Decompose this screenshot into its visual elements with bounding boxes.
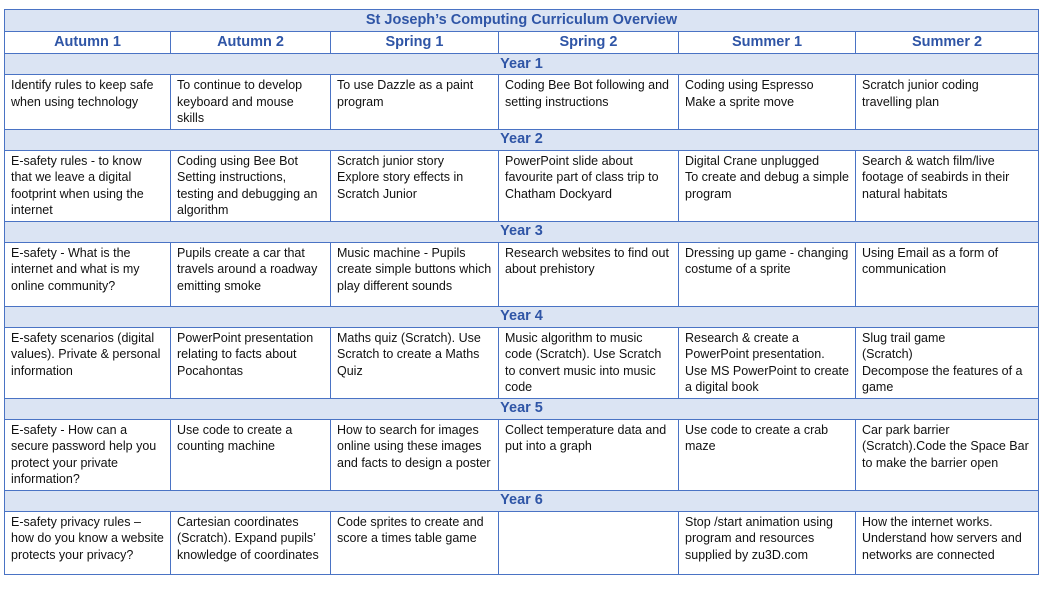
table-cell[interactable]: Music machine - Pupils create simple buttons which play different sounds — [331, 242, 499, 306]
table-cell[interactable]: How the internet works. Understand how servers and networks are connected — [856, 511, 1039, 574]
table-cell[interactable]: Identify rules to keep safe when using technology — [5, 75, 171, 130]
table-cell[interactable]: Slug trail game (Scratch) Decompose the features of a game — [856, 327, 1039, 398]
term-header-summer-2: Summer 2 — [856, 32, 1039, 54]
table-cell[interactable]: E-safety rules - to know that we leave a digital footprint when using the internet — [5, 150, 171, 221]
curriculum-document — [4, 9, 1038, 575]
table-cell[interactable]: Stop /start animation using program and resources supplied by zu3D.com — [679, 511, 856, 574]
table-cell[interactable]: Music algorithm to music code (Scratch). Use Scratch to convert music into music code — [499, 327, 679, 398]
table-cell[interactable]: Scratch junior story Explore story effects in Scratch Junior — [331, 150, 499, 221]
table-cell[interactable]: E-safety privacy rules – how do you know a website protects your privacy? — [5, 511, 171, 574]
table-cell[interactable]: Cartesian coordinates (Scratch). Expand pupils’ knowledge of coordinates — [171, 511, 331, 574]
table-cell[interactable]: E-safety scenarios (digital values). Private & personal information — [5, 327, 171, 398]
table-cell[interactable]: Coding using Espresso Make a sprite move — [679, 75, 856, 130]
table-cell[interactable]: Car park barrier (Scratch).Code the Space Bar to make the barrier open — [856, 419, 1039, 490]
table-cell[interactable]: Maths quiz (Scratch). Use Scratch to create a Maths Quiz — [331, 327, 499, 398]
table-cell[interactable]: Using Email as a form of communication — [856, 242, 1039, 306]
year-2-header: Year 2 — [5, 129, 1039, 150]
term-header-spring-2: Spring 2 — [499, 32, 679, 54]
term-header-autumn-1: Autumn 1 — [5, 32, 171, 54]
table-cell[interactable] — [499, 511, 679, 574]
year-5-header: Year 5 — [5, 398, 1039, 419]
term-header-summer-1: Summer 1 — [679, 32, 856, 54]
table-cell[interactable]: How to search for images online using these images and facts to design a poster — [331, 419, 499, 490]
table-cell[interactable]: Scratch junior coding travelling plan — [856, 75, 1039, 130]
table-cell[interactable]: Collect temperature data and put into a graph — [499, 419, 679, 490]
table-cell[interactable]: To continue to develop keyboard and mouse skills — [171, 75, 331, 130]
table-cell[interactable]: E-safety - What is the internet and what is my online community? — [5, 242, 171, 306]
table-cell[interactable]: Digital Crane unplugged To create and debug a simple program — [679, 150, 856, 221]
table-cell[interactable]: Research & create a PowerPoint presentation. Use MS PowerPoint to create a digital book — [679, 327, 856, 398]
year-6-header: Year 6 — [5, 490, 1039, 511]
year-1-header: Year 1 — [5, 54, 1039, 75]
table-cell[interactable]: PowerPoint slide about favourite part of class trip to Chatham Dockyard — [499, 150, 679, 221]
table-cell[interactable]: Use code to create a crab maze — [679, 419, 856, 490]
table-cell[interactable]: Search & watch film/live footage of seabirds in their natural habitats — [856, 150, 1039, 221]
table-cell[interactable]: E-safety - How can a secure password help you protect your private information? — [5, 419, 171, 490]
table-cell[interactable]: Coding using Bee Bot Setting instructions, testing and debugging an algorithm — [171, 150, 331, 221]
table-cell[interactable]: Coding Bee Bot following and setting instructions — [499, 75, 679, 130]
year-4-header: Year 4 — [5, 306, 1039, 327]
term-header-spring-1: Spring 1 — [331, 32, 499, 54]
table-cell[interactable]: To use Dazzle as a paint program — [331, 75, 499, 130]
curriculum-table — [4, 9, 1039, 575]
table-cell[interactable]: Code sprites to create and score a times table game — [331, 511, 499, 574]
table-cell[interactable]: Dressing up game - changing costume of a sprite — [679, 242, 856, 306]
table-cell[interactable]: PowerPoint presentation relating to facts about Pocahontas — [171, 327, 331, 398]
table-cell[interactable]: Research websites to find out about prehistory — [499, 242, 679, 306]
page-title: St Joseph’s Computing Curriculum Overview — [5, 10, 1039, 32]
table-cell[interactable]: Pupils create a car that travels around a roadway emitting smoke — [171, 242, 331, 306]
term-header-autumn-2: Autumn 2 — [171, 32, 331, 54]
year-3-header: Year 3 — [5, 221, 1039, 242]
table-cell[interactable]: Use code to create a counting machine — [171, 419, 331, 490]
